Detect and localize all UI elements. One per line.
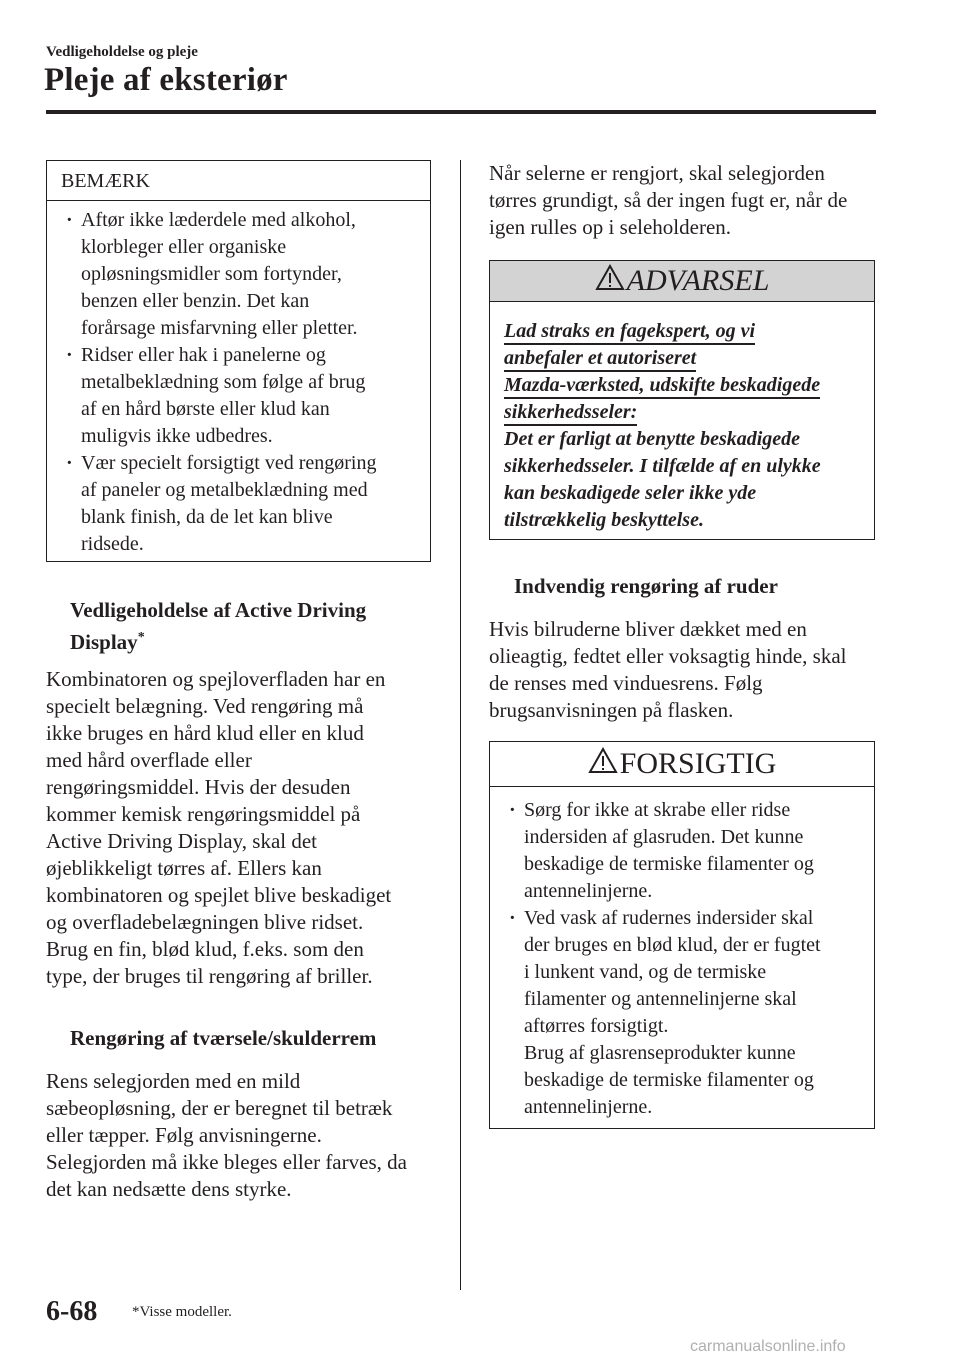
note-line: ridsede. <box>81 533 144 555</box>
caution-line: antennelinjerne. <box>524 1096 653 1118</box>
note-bullet-1 <box>61 207 416 342</box>
section-label: Vedligeholdelse og pleje <box>46 44 198 60</box>
display-heading-text: Display <box>70 630 138 654</box>
page-title: Pleje af eksteriør <box>44 62 288 98</box>
note-bullet-2 <box>61 342 416 450</box>
caution-line: filamenter og antennelinjerne skal <box>524 988 797 1010</box>
display-heading-line1: Vedligeholdelse af Active Driving <box>70 598 367 622</box>
window-body: Hvis bilruderne bliver dækket med en olieagtig, fedtet eller voksagtig hinde, skal de renses med vinduesrens. Følg brugsanvisningen på flasken. <box>489 617 847 722</box>
caution-header <box>490 742 874 787</box>
caution-bullet-1 <box>504 797 860 905</box>
warning-line: anbefaler et autoriseret <box>504 347 696 372</box>
caution-line: der bruges en blød klud, der er fugtet <box>524 934 821 956</box>
note-line: af en hård børste eller klud kan <box>81 398 330 420</box>
note-line: forårsage misfarvning eller pletter. <box>81 317 358 339</box>
note-line: benzen eller benzin. Det kan <box>81 290 310 312</box>
note-line: opløsningsmidler som fortynder, <box>81 263 342 285</box>
note-line: · Vær specielt forsigtigt ved rengøring <box>81 452 377 474</box>
warning-box <box>489 260 875 540</box>
warning-underlined <box>504 318 860 426</box>
display-heading <box>70 596 440 656</box>
warning-label: ADVARSEL <box>626 264 770 297</box>
warning-line: Mazda-værksted, udskifte beskadigede <box>504 374 820 399</box>
belt-heading: Rengøring af tværsele/skulderrem <box>70 1026 377 1050</box>
caution-line: antennelinjerne. <box>524 880 653 902</box>
caution-label: FORSIGTIG <box>619 747 777 780</box>
caution-bullet-2 <box>504 905 860 1040</box>
footnote: *Visse modeller. <box>132 1304 232 1320</box>
warning-header <box>490 261 874 302</box>
caution-line: · Ved vask af rudernes indersider skal <box>524 907 814 929</box>
warning-body: Det er farligt at benytte beskadigede sikkerhedsseler. I tilfælde af en ulykke kan beskadigede seler ikke yde tilstrækkelig beskyttelse. <box>504 428 821 531</box>
note-label: BEMÆRK <box>47 161 430 201</box>
display-heading-line2 <box>70 624 440 656</box>
warning-line: Lad straks en fagekspert, og vi <box>504 320 755 345</box>
caution-extra <box>504 1040 860 1121</box>
note-line: · Aftør ikke læderdele med alkohol, <box>81 209 356 231</box>
note-bullet-3 <box>61 450 416 558</box>
warning-triangle-icon <box>588 747 618 774</box>
footnote-star: * <box>137 630 145 645</box>
caution-line: · Sørg for ikke at skrabe eller ridse <box>524 799 791 821</box>
belt-body: Rens selegjorden med en mild sæbeopløsning, der er beregnet til betræk eller tæpper. Følg anvisningerne. Selegjorden må ikke bleges eller farves, da det kan nedsætte dens styrke. <box>46 1069 407 1201</box>
window-heading: Indvendig rengøring af ruder <box>514 574 778 598</box>
page-number: 6-68 <box>46 1296 98 1327</box>
note-line: klorbleger eller organiske <box>81 236 287 258</box>
note-line: metalbeklædning som følge af brug <box>81 371 366 393</box>
watermark: carmanualsonline.info <box>690 1338 846 1355</box>
note-line: · Ridser eller hak i panelerne og <box>81 344 326 366</box>
title-rule <box>46 110 876 114</box>
note-line: muligvis ikke udbedres. <box>81 425 273 447</box>
caution-line: i lunkent vand, og de termiske <box>524 961 767 983</box>
warning-triangle-icon <box>595 264 625 291</box>
display-body: Kombinatoren og spejloverfladen har en specielt belægning. Ved rengøring må ikke bruges en hård klud eller en klud med hård overflade eller rengøringsmiddel. Hvis der desuden kommer kemisk rengøringsmiddel på Active Driving Display, skal det øjeblikkeligt tørres af. Ellers kan kombinatoren og spejlet blive beskadiget og overfladebelægningen blive ridset. Brug en fin, blød klud, f.eks. som den type, der bruges til rengøring af briller. <box>46 667 392 988</box>
belt-dry-text: Når selerne er rengjort, skal selegjorden tørres grundigt, så der ingen fugt er, når de igen rulles op i seleholderen. <box>489 161 848 239</box>
caution-line: beskadige de termiske filamenter og <box>524 853 814 875</box>
note-box <box>46 160 431 562</box>
note-line: blank finish, da de let kan blive <box>81 506 333 528</box>
column-divider <box>460 160 461 1290</box>
caution-box <box>489 741 875 1129</box>
caution-line: aftørres forsigtigt. <box>524 1015 669 1037</box>
warning-line: sikkerhedsseler: <box>504 401 637 426</box>
caution-line: indersiden af glasruden. Det kunne <box>524 826 804 848</box>
note-line: af paneler og metalbeklædning med <box>81 479 368 501</box>
caution-line: beskadige de termiske filamenter og <box>524 1069 814 1091</box>
caution-line: Brug af glasrenseprodukter kunne <box>524 1042 796 1064</box>
